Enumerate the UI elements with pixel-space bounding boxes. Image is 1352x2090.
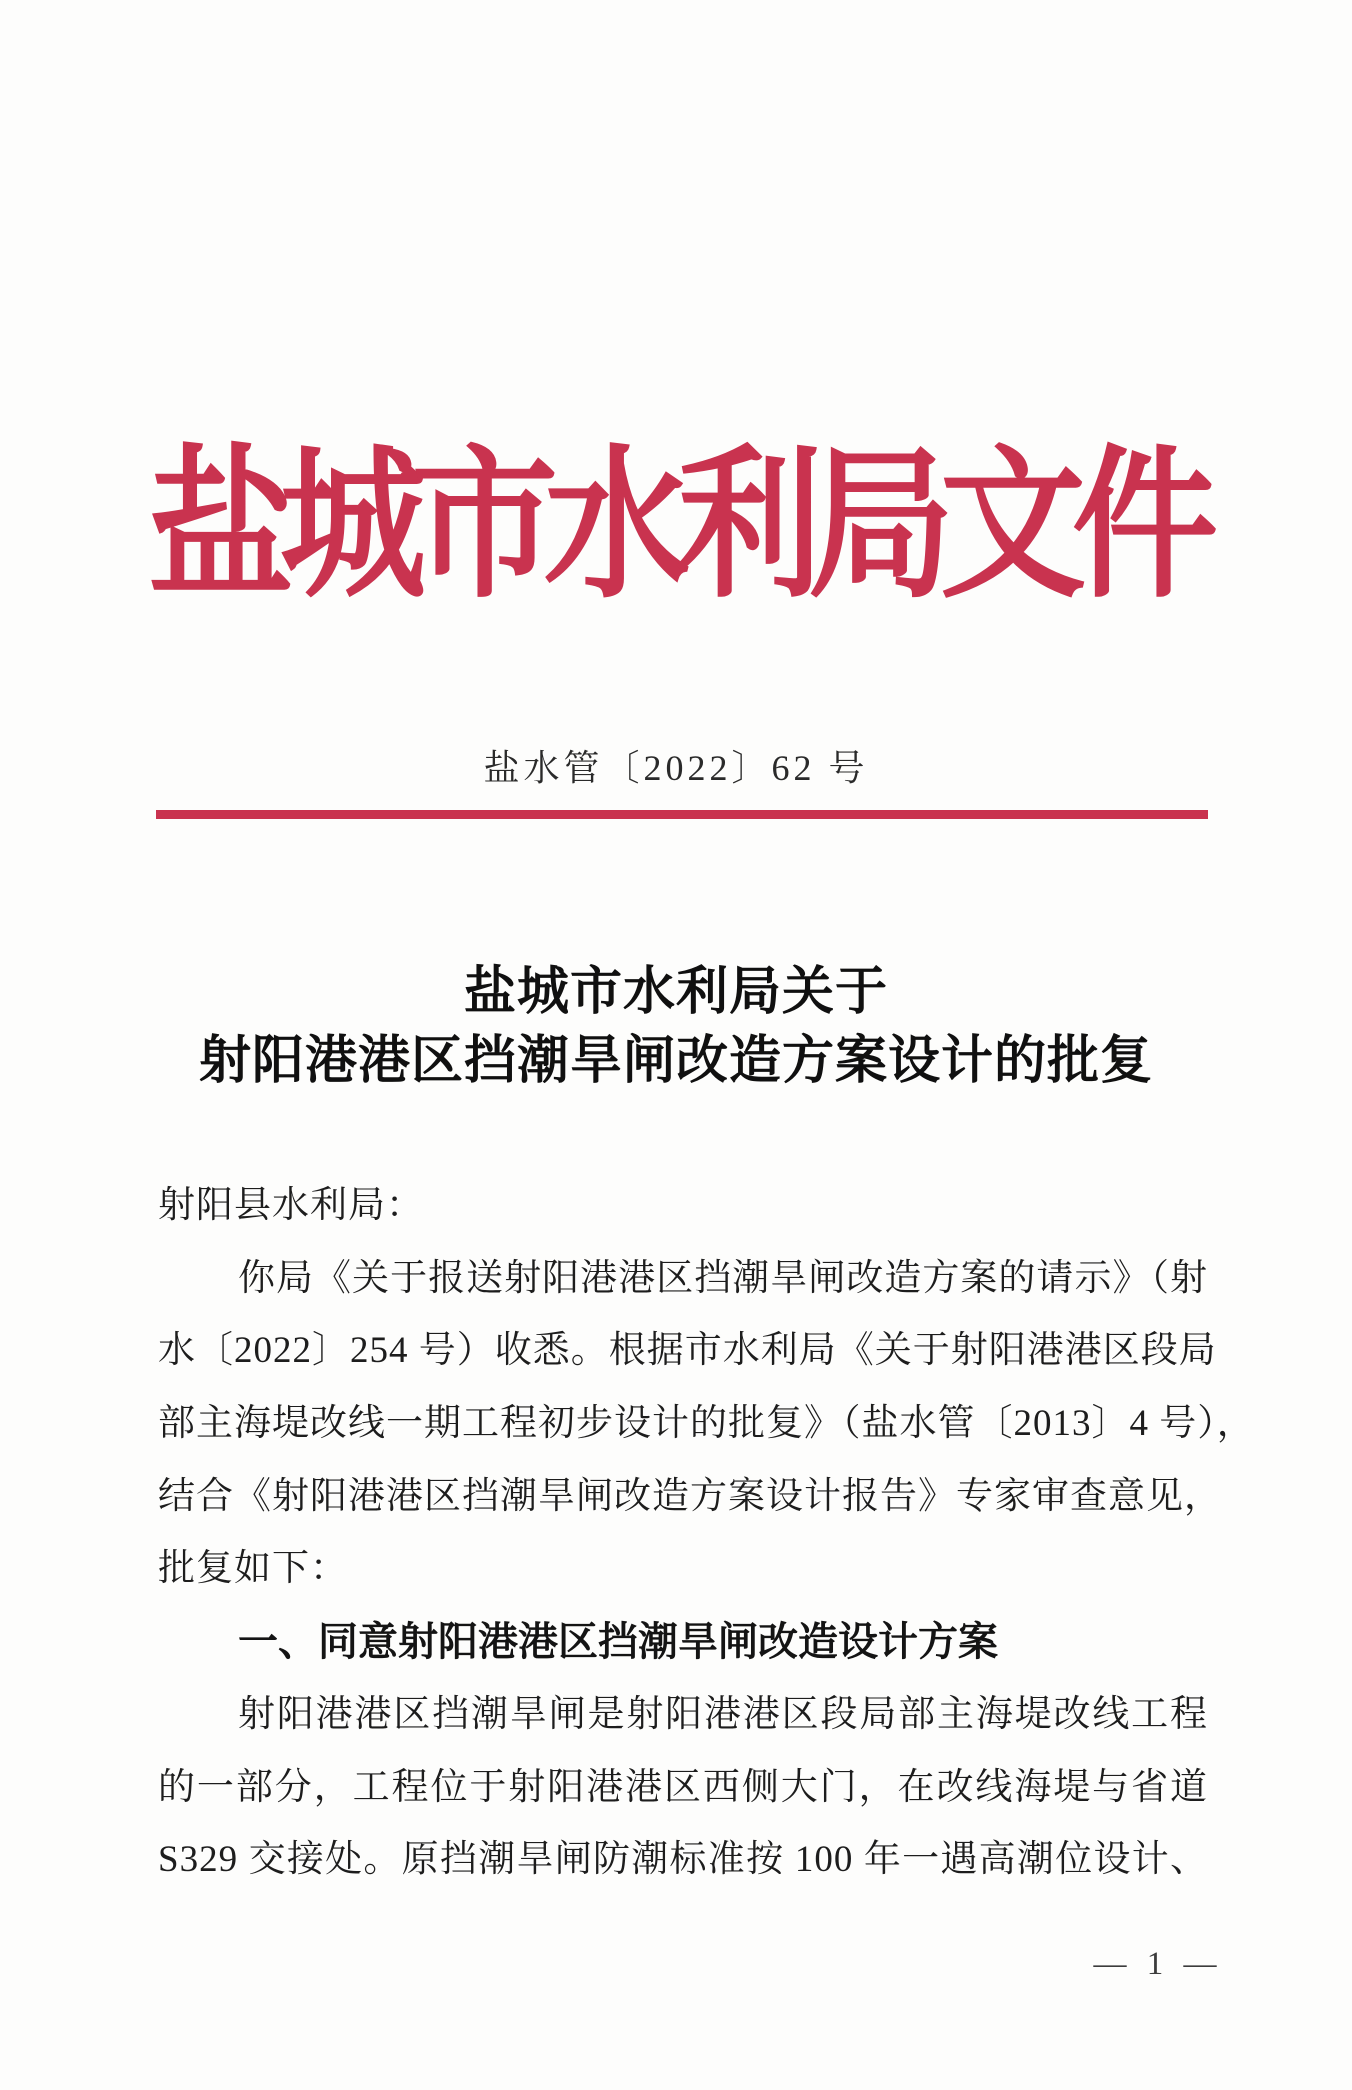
body-line: 结合《射阳港港区挡潮旱闸改造方案设计报告》专家审查意见，	[158, 1475, 1222, 1517]
document-title	[0, 958, 1352, 1096]
section-heading: 一、同意射阳港港区挡潮旱闸改造设计方案	[238, 1620, 998, 1665]
body-line: 射阳港港区挡潮旱闸是射阳港港区段局部主海堤改线工程	[238, 1693, 1208, 1735]
red-divider-rule	[156, 810, 1208, 819]
red-banner-title: 盐城市水利局文件	[148, 436, 1204, 618]
salutation-line: 射阳县水利局：	[158, 1185, 424, 1226]
body-line: 水〔2022〕254 号）收悉。根据市水利局《关于射阳港港区段局	[158, 1330, 1217, 1372]
document-reference-number: 盐水管〔2022〕62 号	[483, 748, 869, 788]
body-line: S329 交接处。原挡潮旱闸防潮标准按 100 年一遇高潮位设计、	[158, 1839, 1208, 1881]
document-title-line-1: 盐城市水利局关于	[463, 964, 888, 1021]
document-title-line-2: 射阳港港区挡潮旱闸改造方案设计的批复	[198, 1033, 1153, 1090]
document-body	[158, 1170, 1255, 1897]
body-line: 你局《关于报送射阳港港区挡潮旱闸改造方案的请示》（射	[238, 1257, 1208, 1299]
body-line: 批复如下：	[158, 1548, 348, 1590]
body-line: 的一部分，工程位于射阳港港区西侧大门，在改线海堤与省道	[158, 1766, 1208, 1808]
page-number: — 1 —	[1093, 1946, 1223, 1982]
body-line: 部主海堤改线一期工程初步设计的批复》（盐水管〔2013〕4 号），	[158, 1403, 1255, 1445]
